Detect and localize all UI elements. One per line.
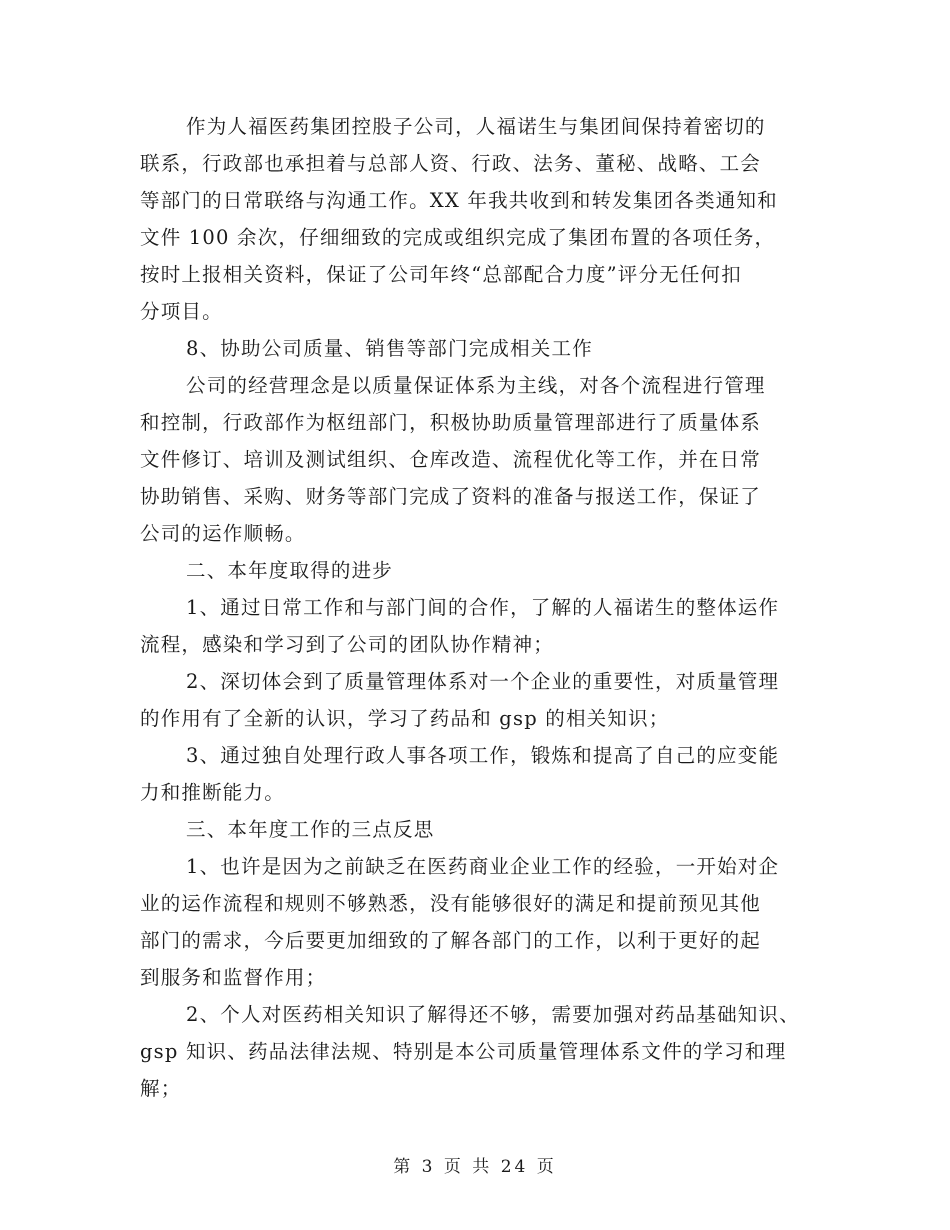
text-line: 的作用有了全新的认识，学习了药品和 gsp 的相关知识；: [140, 707, 670, 730]
text-line: 文件 100 余次，仔细细致的完成或组织完成了集团布置的各项任务，: [140, 226, 776, 249]
text-line: 业的运作流程和规则不够熟悉，没有能够很好的满足和提前预见其他: [140, 892, 762, 915]
text-line: 协助销售、采购、财务等部门完成了资料的准备与报送工作，保证了: [140, 485, 762, 508]
document-body: [140, 108, 820, 1107]
text-line: 到服务和监督作用；: [140, 966, 327, 989]
page-footer: 第 3 页 共 24 页: [393, 1157, 557, 1177]
text-line: 作为人福医药集团控股子公司，人福诺生与集团间保持着密切的: [186, 115, 766, 138]
text-line: 公司的经营理念是以质量保证体系为主线，对各个流程进行管理: [186, 374, 766, 397]
text-line: 2、个人对医药相关知识了解得还不够，需要加强对药品基础知识、: [186, 1003, 800, 1026]
text-line: 3、通过独自处理行政人事各项工作，锻炼和提高了自己的应变能: [186, 744, 780, 767]
text-line: 分项目。: [140, 300, 223, 323]
text-line: 部门的需求，今后要更加细致的了解各部门的工作，以利于更好的起: [140, 929, 762, 952]
text-line: 力和推断能力。: [140, 781, 285, 804]
text-line: 按时上报相关资料，保证了公司年终“总部配合力度”评分无任何扣: [140, 263, 742, 286]
text-line: gsp 知识、药品法律法规、特别是本公司质量管理体系文件的学习和理: [140, 1040, 787, 1063]
text-line: 8、协助公司质量、销售等部门完成相关工作: [186, 337, 593, 360]
text-line: 二、本年度取得的进步: [186, 559, 394, 582]
text-line: 1、通过日常工作和与部门间的合作，了解的人福诺生的整体运作: [186, 596, 780, 619]
text-line: 公司的运作顺畅。: [140, 522, 306, 545]
text-line: 1、也许是因为之前缺乏在医药商业企业工作的经验，一开始对企: [186, 855, 780, 878]
text-line: 2、深切体会到了质量管理体系对一个企业的重要性，对质量管理: [186, 670, 780, 693]
text-line: 三、本年度工作的三点反思: [186, 818, 435, 841]
text-line: 解；: [140, 1077, 182, 1100]
text-line: 流程，感染和学习到了公司的团队协作精神；: [140, 633, 555, 656]
text-line: 等部门的日常联络与沟通工作。XX 年我共收到和转发集团各类通知和: [140, 189, 778, 212]
text-line: 文件修订、培训及测试组织、仓库改造、流程优化等工作，并在日常: [140, 448, 762, 471]
text-line: 和控制，行政部作为枢纽部门，积极协助质量管理部进行了质量体系: [140, 411, 762, 434]
text-line: 联系，行政部也承担着与总部人资、行政、法务、董秘、战略、工会: [140, 152, 762, 175]
